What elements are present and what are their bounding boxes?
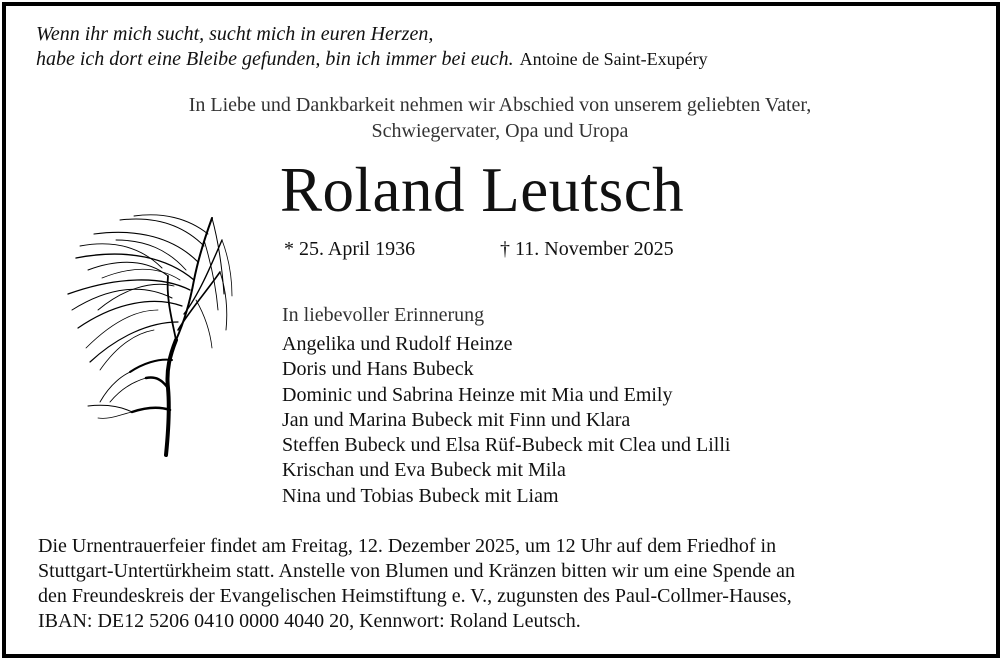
mourner-line: Dominic und Sabrina Heinze mit Mia und Emily: [282, 383, 673, 406]
wind-blown-tree-icon: [58, 210, 236, 462]
mourner-line: Krischan und Eva Bubeck mit Mila: [282, 459, 566, 482]
intro-line-2: Schwiegervater, Opa und Uropa: [371, 120, 629, 142]
quote-line-2: [36, 47, 708, 72]
notice-line-1: Die Urnentrauerfeier findet am Freitag, 12. Dezember 2025, um 12 Uhr auf dem Friedhof in: [38, 535, 777, 557]
epigraph-quote: [36, 22, 708, 72]
intro-line-1: In Liebe und Dankbarkeit nehmen wir Abschied von unserem geliebten Vater,: [188, 94, 812, 116]
deceased-name: Roland Leutsch: [280, 155, 685, 225]
death-date: † 11. November 2025: [500, 238, 674, 260]
mourner-line: Angelika und Rudolf Heinze: [282, 333, 513, 355]
mourner-line: Nina und Tobias Bubeck mit Liam: [282, 484, 559, 507]
quote-line-2-text: habe ich dort eine Bleibe gefunden, bin ich immer bei euch.: [36, 48, 514, 70]
remembrance-heading: In liebevoller Erinnerung: [282, 304, 485, 326]
mourner-line: Doris und Hans Bubeck: [282, 358, 474, 381]
mourners-list: [282, 332, 730, 509]
quote-author: Antoine de Saint-Exupéry: [519, 49, 708, 69]
funeral-notice: [38, 534, 973, 634]
farewell-intro: [0, 92, 1000, 144]
mourner-line: Steffen Bubeck und Elsa Rüf-Bubeck mit Clea und Lilli: [282, 434, 731, 457]
notice-line-4: IBAN: DE12 5206 0410 0000 4040 20, Kennwort: Roland Leutsch.: [38, 610, 581, 632]
notice-line-3: den Freundeskreis der Evangelischen Heimstiftung e. V., zugunsten des Paul-Collmer-Hauses,: [38, 585, 792, 607]
notice-line-2: Stuttgart-Untertürkheim statt. Anstelle von Blumen und Kränzen bitten wir um eine Spende an: [38, 560, 796, 582]
quote-line-1: Wenn ihr mich sucht, sucht mich in euren Herzen,: [36, 23, 434, 45]
birth-date: * 25. April 1936: [284, 238, 416, 260]
mourner-line: Jan und Marina Bubeck mit Finn und Klara: [282, 408, 631, 431]
